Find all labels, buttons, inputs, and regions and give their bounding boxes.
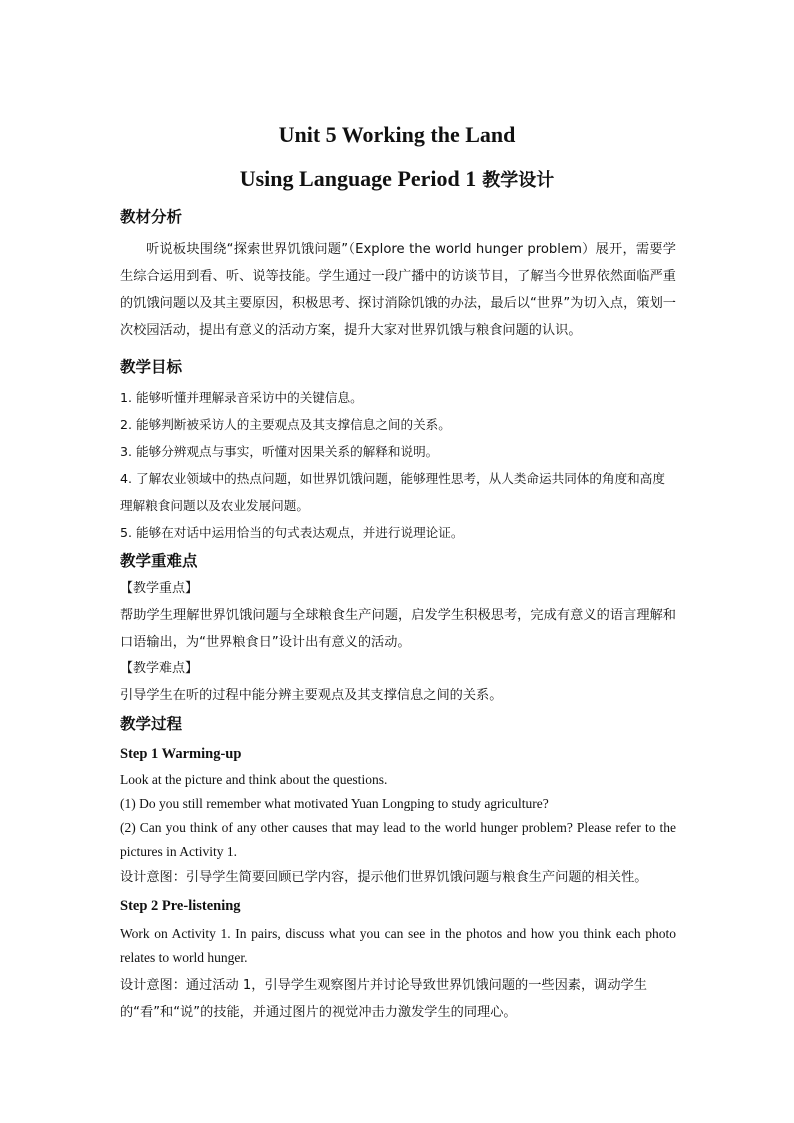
goal-item: 1. 能够听懂并理解录音采访中的关键信息。 — [120, 390, 363, 405]
step1-question-2: (2) Can you think of any other causes that may lead to the world hunger problem? Please refer to the pictures in Activity 1. — [120, 820, 676, 859]
goal-item: 3. 能够分辨观点与事实，听懂对因果关系的解释和说明。 — [120, 444, 439, 459]
document-body — [120, 206, 676, 1026]
focus-text: 帮助学生理解世界饥饿问题与全球粮食生产问题，启发学生积极思考，完成有意义的语言理解和口语输出，为“世界粮食日”设计出有意义的活动。 — [120, 608, 676, 650]
step1-intro: Look at the picture and think about the questions. — [120, 772, 388, 787]
goal-item: 5. 能够在对话中运用恰当的句式表达观点，并进行说理论证。 — [120, 525, 464, 540]
section-heading-key-points: 教学重难点 — [120, 552, 198, 570]
document-subtitle — [0, 166, 794, 192]
step1-design-intent: 设计意图：引导学生简要回顾已学内容，提示他们世界饥饿问题与粮食生产问题的相关性。 — [120, 870, 648, 885]
step2-title: Step 2 Pre-listening — [120, 898, 241, 914]
focus-label: 【教学重点】 — [120, 581, 199, 596]
analysis-paragraph: 听说板块围绕“探索世界饥饿问题”（Explore the world hunger problem）展开，需要学生综合运用到看、听、说等技能。学生通过一段广播中的访谈节目，了解当今世界依然面临严重的饥饿问题以及其主要原因，积极思考、探讨消除饥饿的办法，最后以“世界”为切入点，策划一次校园活动，提出有意义的活动方案，提升大家对世界饥饿与粮食问题的认识。 — [120, 242, 676, 338]
subtitle-english: Using Language Period 1 — [239, 166, 477, 191]
step1-question-1: (1) Do you still remember what motivated Yuan Longping to study agriculture? — [120, 796, 549, 811]
subtitle-chinese: 教学设计 — [482, 170, 555, 191]
goals-list — [120, 384, 676, 546]
document-title: Unit 5 Working the Land — [278, 122, 516, 147]
section-heading-analysis: 教材分析 — [120, 208, 183, 226]
goal-item: 2. 能够判断被采访人的主要观点及其支撑信息之间的关系。 — [120, 417, 451, 432]
step1-title: Step 1 Warming-up — [120, 746, 242, 762]
section-heading-goals: 教学目标 — [120, 358, 183, 376]
goal-item: 4. 了解农业领域中的热点问题，如世界饥饿问题，能够理性思考，从人类命运共同体的角度和高度理解粮食问题以及农业发展问题。 — [120, 471, 665, 513]
section-heading-process: 教学过程 — [120, 715, 183, 733]
difficulty-label: 【教学难点】 — [120, 661, 199, 676]
step2-text: Work on Activity 1. In pairs, discuss what you can see in the photos and how you think each photo relates to world hunger. — [120, 926, 676, 965]
step2-design-intent: 设计意图：通过活动 1，引导学生观察图片并讨论导致世界饥饿问题的一些因素，调动学生的“看”和“说”的技能，并通过图片的视觉冲击力激发学生的同理心。 — [120, 978, 647, 1020]
difficulty-text: 引导学生在听的过程中能分辨主要观点及其支撑信息之间的关系。 — [120, 688, 503, 703]
